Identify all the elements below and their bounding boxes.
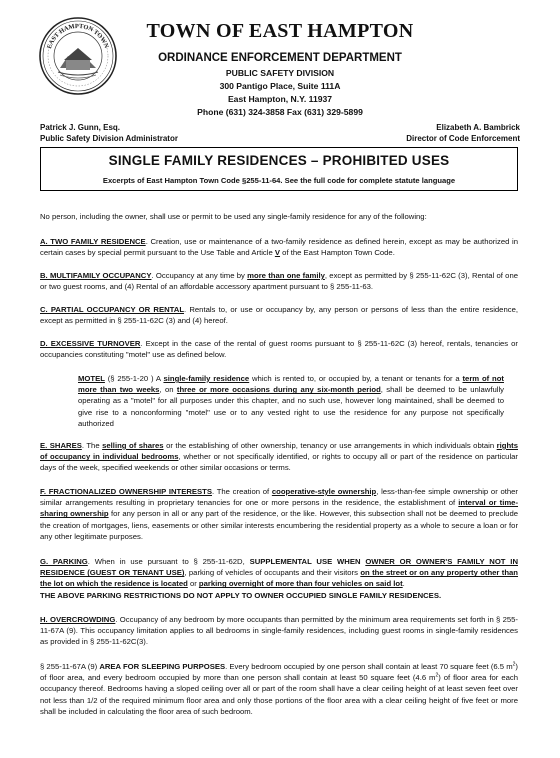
signatory-right-title: Director of Code Enforcement xyxy=(406,134,520,143)
sleeping-area-section: § 255-11-67A (9) AREA FOR SLEEPING PURPOSES. Every bedroom occupied by one person shall contain at least 70 square feet (6.5 $m^2$) of floor area, and every bedroom occupied by more than one person shall contain at least 50 square feet (4.6 $m^2$) of floor area for each occupancy thereof. Bedrooms having a sloped ceiling over all or part of the room shall have a clear ceiling height of at least seven feet over not less than 1/2 of the required minimum floor area and only those portions of the floor area with a clear ceiling height of five feet or more shall be included in calculating the floor area of such bedroom. xyxy=(40,661,518,716)
town-title: TOWN OF EAST HAMPTON xyxy=(146,20,414,42)
sleeping-area-heading: AREA FOR SLEEPING PURPOSES xyxy=(99,662,226,671)
seal-text: EAST HAMPTON TOWN xyxy=(46,22,110,50)
signatory-right xyxy=(406,122,520,144)
section-c-heading: C. PARTIAL OCCUPANCY OR RENTAL xyxy=(40,305,185,314)
section-h: H. OVERCROWDING. Occupancy of any bedroom by more occupants than permitted by the minimum area requirements set forth in § 255-11-67A (9). This occupancy limitation applies to all bedrooms in single-family residences, including guest rooms in single-family residences as provided in § 255-11-62C(3). xyxy=(40,615,518,647)
department-name: ORDINANCE ENFORCEMENT DEPARTMENT xyxy=(158,52,402,64)
signatory-left xyxy=(40,122,178,144)
motel-heading: MOTEL xyxy=(78,374,105,383)
section-f: F. FRACTIONALIZED OWNERSHIP INTERESTS. The creation of cooperative-style ownership, less-than-fee simple ownership or other similar arrangements resulting in proprietary tenancies for one or more persons in the residence, the establishment of interval or time-sharing ownership for any person in all or any part of the residence, or the like. However, this subsection shall not be deemed to preclude the creation of mortgages, liens, easements or other similar interests encumbering the residential property as a whole to secure a loan or for any other legitimate purposes. xyxy=(40,487,519,541)
section-g-heading: G. PARKING xyxy=(40,557,88,566)
section-a: A. TWO FAMILY RESIDENCE. Creation, use or maintenance of a two-family residence as defined herein, except as may be authorized in certain cases by special permit pursuant to the Use Table and Article V of the East Hampton Town Code. xyxy=(40,237,519,258)
parking-notice: THE ABOVE PARKING RESTRICTIONS DO NOT APPLY TO OWNER OCCUPIED SINGLE FAMILY RESIDENCES. xyxy=(40,590,442,600)
section-e-heading: E. SHARES xyxy=(40,441,82,450)
section-b-heading: B. MULTIFAMILY OCCUPANCY xyxy=(40,271,152,280)
motel-definition: MOTEL (§ 255-1-20 ) A single-family residence which is rented to, or occupied by, a tenant or tenants for a term of not more than two weeks, on three or more occasions during any six-month period, shall be deemed to be unlawfully operating as a "motel" for all purposes under this chapter, and no such use, however long maintained, shall be deemed to give rise to a nonconforming "motel" use or to any vested right to use the residence for any purpose not specifically authorized xyxy=(78,374,505,428)
section-c: C. PARTIAL OCCUPANCY OR RENTAL. Rentals to, or use or occupancy by, any person or persons of less than the entire residence, except as permitted in § 255-11-62C (3) and (4) hereof. xyxy=(40,305,518,326)
division-name: PUBLIC SAFETY DIVISION xyxy=(225,68,335,78)
address-line-2: East Hampton, N.Y. 11937 xyxy=(227,94,333,104)
section-d-heading: D. EXCESSIVE TURNOVER xyxy=(40,339,141,348)
signatory-right-name: Elizabeth A. Bambrick xyxy=(436,123,520,132)
section-h-heading: H. OVERCROWDING xyxy=(40,615,116,624)
section-f-heading: F. FRACTIONALIZED OWNERSHIP INTERESTS xyxy=(40,487,212,496)
signatory-left-name: Patrick J. Gunn, Esq. xyxy=(40,123,121,132)
intro-paragraph: No person, including the owner, shall use or permit to be used any single-family residence for any of the following: xyxy=(40,212,427,221)
document-subtitle: Excerpts of East Hampton Town Code §255-11-64. See the full code for complete statute language xyxy=(102,176,456,185)
section-a-heading: A. TWO FAMILY RESIDENCE xyxy=(40,237,146,246)
section-e: E. SHARES. The selling of shares or the establishing of other ownership, tenancy or use arrangements in which individuals obtain rights of occupancy in individual bedrooms, whether or not specifically identified, or rights to occupy all or part of the residence on particular days of the week, specified weekends or other similar occasions or terms. xyxy=(40,441,519,473)
phone-fax-line: Phone (631) 324-3858 Fax (631) 329-5899 xyxy=(197,107,363,117)
section-b: B. MULTIFAMILY OCCUPANCY. Occupancy at any time by more than one family, except as permitted by § 255-11-62C (3), Rental of one or two guest rooms, and (4) Rental of an affordable accessory apartment pursuant to § 255-11-63. xyxy=(40,271,518,292)
signatory-left-title: Public Safety Division Administrator xyxy=(40,134,178,143)
section-g: G. PARKING. When in use pursuant to § 255-11-62D, SUPPLEMENTAL USE WHEN OWNER OR OWNER'S FAMILY NOT IN RESIDENCE (GUEST OR TENANT USE), parking of vehicles of occupants and their visitors on the street or on any property other than the lot on which the residence is located or parking overnight of more than four vehicles on said lot. THE ABOVE PARKING RESTRICTIONS DO NOT APPLY TO OWNER OCCUPIED SINGLE FAMILY RESIDENCES. xyxy=(40,557,519,600)
title-box xyxy=(40,147,518,191)
document-title: SINGLE FAMILY RESIDENCES – PROHIBITED USES xyxy=(108,153,450,168)
section-d: D. EXCESSIVE TURNOVER. Except in the case of the rental of guest rooms pursuant to § 255-11-62C (3) hereof, rentals, tenancies or occupancies constituting "motel" use as defined below. xyxy=(40,339,518,360)
address-line-1: 300 Pantigo Place, Suite 111A xyxy=(219,81,341,91)
